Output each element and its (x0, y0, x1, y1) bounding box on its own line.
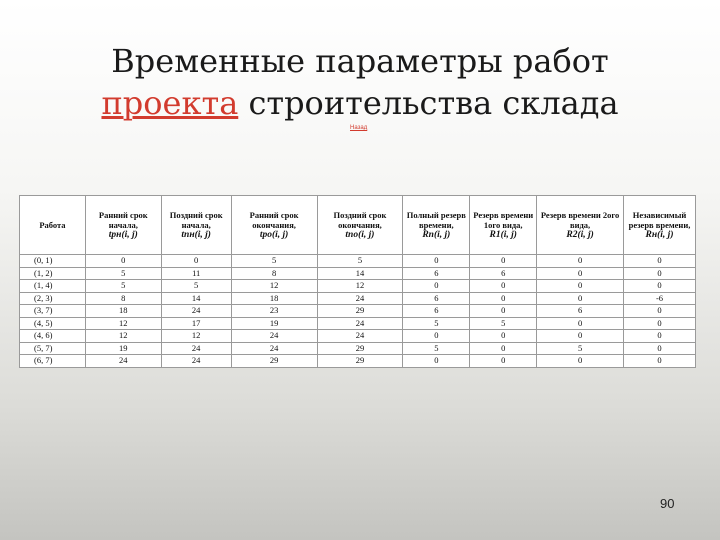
value-cell: 0 (85, 255, 161, 268)
header-cell: Полный резерв времени, Rп(i, j) (403, 196, 470, 255)
value-cell: 5 (231, 255, 317, 268)
work-cell: (4, 5) (20, 317, 86, 330)
value-cell: 24 (161, 305, 231, 318)
value-cell: 0 (624, 317, 696, 330)
title-line-2 (0, 82, 720, 124)
value-cell: 19 (231, 317, 317, 330)
header-cell: Поздний срок окончания, tпо(i, j) (317, 196, 403, 255)
value-cell: 0 (470, 292, 537, 305)
header-cell: Поздний срок начала, tпн(i, j) (161, 196, 231, 255)
value-cell: 0 (161, 255, 231, 268)
slide-title (0, 40, 720, 124)
value-cell: 14 (317, 267, 403, 280)
value-cell: 5 (537, 342, 624, 355)
value-cell: 0 (537, 330, 624, 343)
header-cell: Ранний срок начала, tрн(i, j) (85, 196, 161, 255)
value-cell: 0 (624, 305, 696, 318)
table-row (20, 292, 696, 305)
value-cell: 12 (161, 330, 231, 343)
value-cell: 24 (317, 292, 403, 305)
value-cell: 0 (470, 330, 537, 343)
table-row (20, 355, 696, 368)
value-cell: 8 (85, 292, 161, 305)
time-parameters-table (19, 195, 696, 368)
value-cell: 0 (403, 255, 470, 268)
table-row (20, 280, 696, 293)
value-cell: 0 (537, 255, 624, 268)
value-cell: 5 (317, 255, 403, 268)
value-cell: 0 (403, 355, 470, 368)
value-cell: 0 (537, 355, 624, 368)
value-cell: 18 (231, 292, 317, 305)
value-cell: 24 (161, 355, 231, 368)
value-cell: 12 (231, 280, 317, 293)
value-cell: 24 (85, 355, 161, 368)
value-cell: 12 (317, 280, 403, 293)
value-cell: 29 (317, 355, 403, 368)
value-cell: 0 (624, 355, 696, 368)
work-cell: (6, 7) (20, 355, 86, 368)
value-cell: 0 (624, 267, 696, 280)
title-line-1: Временные параметры работ (111, 42, 609, 80)
value-cell: 0 (624, 280, 696, 293)
value-cell: 5 (403, 342, 470, 355)
value-cell: 0 (470, 280, 537, 293)
table-row (20, 330, 696, 343)
work-cell: (4, 6) (20, 330, 86, 343)
value-cell: 5 (470, 317, 537, 330)
work-cell: (5, 7) (20, 342, 86, 355)
value-cell: 5 (85, 267, 161, 280)
value-cell: 24 (231, 330, 317, 343)
value-cell: 0 (624, 342, 696, 355)
work-cell: (3, 7) (20, 305, 86, 318)
value-cell: 6 (403, 305, 470, 318)
value-cell: 29 (317, 342, 403, 355)
table-header-row (20, 196, 696, 255)
value-cell: 0 (537, 317, 624, 330)
value-cell: 14 (161, 292, 231, 305)
value-cell: 5 (85, 280, 161, 293)
table-row (20, 267, 696, 280)
value-cell: 0 (624, 255, 696, 268)
value-cell: 12 (85, 330, 161, 343)
value-cell: 29 (317, 305, 403, 318)
value-cell: 0 (403, 280, 470, 293)
value-cell: 24 (231, 342, 317, 355)
table-row (20, 317, 696, 330)
value-cell: 24 (161, 342, 231, 355)
value-cell: 0 (470, 355, 537, 368)
title-rest: строительства склада (238, 84, 619, 122)
table-row (20, 342, 696, 355)
title-project-link[interactable]: проекта (101, 84, 239, 122)
work-cell: (2, 3) (20, 292, 86, 305)
value-cell: 11 (161, 267, 231, 280)
value-cell: 17 (161, 317, 231, 330)
back-link[interactable]: Назад (350, 125, 368, 131)
value-cell: 6 (403, 292, 470, 305)
value-cell: 18 (85, 305, 161, 318)
value-cell: 5 (403, 317, 470, 330)
value-cell: 6 (470, 267, 537, 280)
value-cell: 0 (470, 255, 537, 268)
header-cell: Работа (20, 196, 86, 255)
table-row (20, 255, 696, 268)
value-cell: -6 (624, 292, 696, 305)
value-cell: 0 (403, 330, 470, 343)
page-number: 90 (660, 496, 675, 511)
header-cell: Независимый резерв времени, Rн(i, j) (624, 196, 696, 255)
header-cell: Ранний срок окончания, tро(i, j) (231, 196, 317, 255)
value-cell: 24 (317, 330, 403, 343)
value-cell: 0 (537, 267, 624, 280)
value-cell: 0 (624, 330, 696, 343)
value-cell: 19 (85, 342, 161, 355)
work-cell: (0, 1) (20, 255, 86, 268)
value-cell: 8 (231, 267, 317, 280)
value-cell: 24 (317, 317, 403, 330)
value-cell: 29 (231, 355, 317, 368)
header-cell: Резерв времени 1ого вида, R1(i, j) (470, 196, 537, 255)
table-row (20, 305, 696, 318)
value-cell: 12 (85, 317, 161, 330)
value-cell: 23 (231, 305, 317, 318)
value-cell: 0 (537, 280, 624, 293)
header-cell: Резерв времени 2ого вида, R2(i, j) (537, 196, 624, 255)
value-cell: 5 (161, 280, 231, 293)
value-cell: 0 (537, 292, 624, 305)
value-cell: 0 (470, 305, 537, 318)
work-cell: (1, 4) (20, 280, 86, 293)
value-cell: 6 (537, 305, 624, 318)
work-cell: (1, 2) (20, 267, 86, 280)
value-cell: 6 (403, 267, 470, 280)
value-cell: 0 (470, 342, 537, 355)
